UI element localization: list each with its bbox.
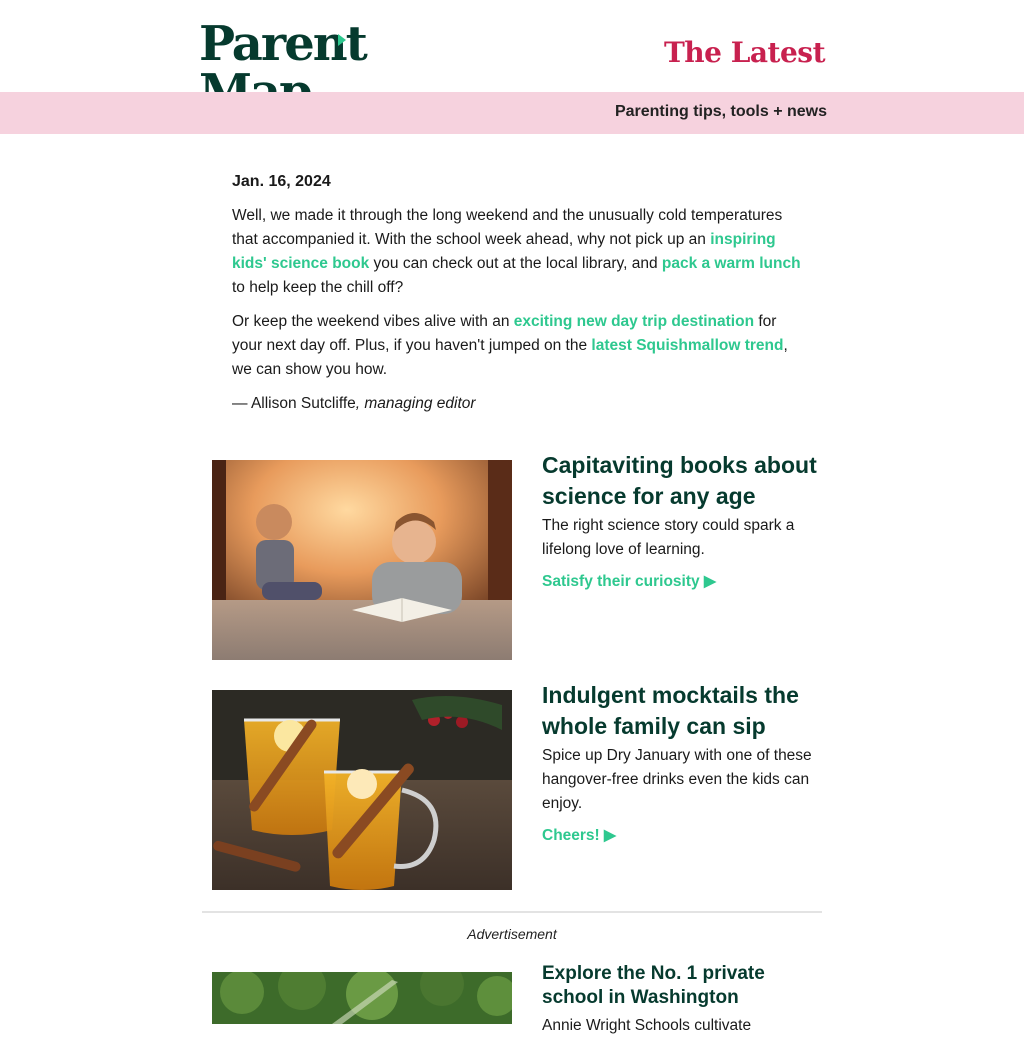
boy-reading-photo [212,460,512,660]
editor-role: , managing editor [355,395,476,412]
intro-text: Or keep the weekend vibes alive with an [232,313,514,330]
article-card-books [542,450,824,591]
article-description: Spice up Dry January with one of these hangover-free drinks even the kids can enjoy. [542,747,812,812]
issue-date: Jan. 16, 2024 [232,173,331,190]
intro-text: you can check out at the local library, and [369,255,662,272]
article-title[interactable]: Indulgent mocktails the whole family can sip [542,682,799,739]
tagline: Parenting tips, tools + news [614,103,827,120]
intro-paragraph-2 [232,310,802,382]
tagline-band [0,92,1024,134]
link-science-book[interactable]: inspiring kids' science book [232,231,776,272]
intro-text: to help keep the chill off? [232,279,404,296]
mocktail-photo [212,690,512,890]
ad-description: Annie Wright Schools cultivate [542,1017,752,1034]
article-card-mocktails [542,680,824,845]
ad-image[interactable] [212,972,512,1024]
ad-title[interactable]: Explore the No. 1 private school in Washington [542,963,765,1008]
editor-signature [232,392,802,416]
logo-text-parent: Parent [199,16,366,72]
article-image-books[interactable] [212,460,512,660]
logo-play-icon [338,34,346,46]
intro-text: , we can show you how. [232,337,788,378]
article-title[interactable]: Capitaviting books about science for any age [542,452,817,509]
link-squishmallow[interactable]: latest Squishmallow trend [591,337,784,354]
section-divider [202,911,822,913]
article-cta-link[interactable]: Cheers! ▶ [542,827,616,844]
forest-photo [212,972,512,1024]
advertisement-label: Advertisement [467,926,557,942]
article-cta-link[interactable]: Satisfy their curiosity ▶ [542,573,716,590]
article-image-mocktails[interactable] [212,690,512,890]
intro-text: Well, we made it through the long weekend and the unusually cold temperatures that accompanied it. With the school week ahead, why not pick up an [232,207,783,248]
editor-name: — Allison Sutcliffe [232,395,356,412]
newsletter-title: The Latest [663,36,825,69]
intro-text: for your next day off. Plus, if you haven't jumped on the [232,313,777,354]
article-description: The right science story could spark a lifelong love of learning. [542,517,795,558]
link-day-trip[interactable]: exciting new day trip destination [513,313,755,330]
ad-card [542,962,824,1048]
intro-paragraph-1 [232,204,802,300]
link-warm-lunch[interactable]: pack a warm lunch [661,255,801,272]
intro-section [232,170,802,426]
